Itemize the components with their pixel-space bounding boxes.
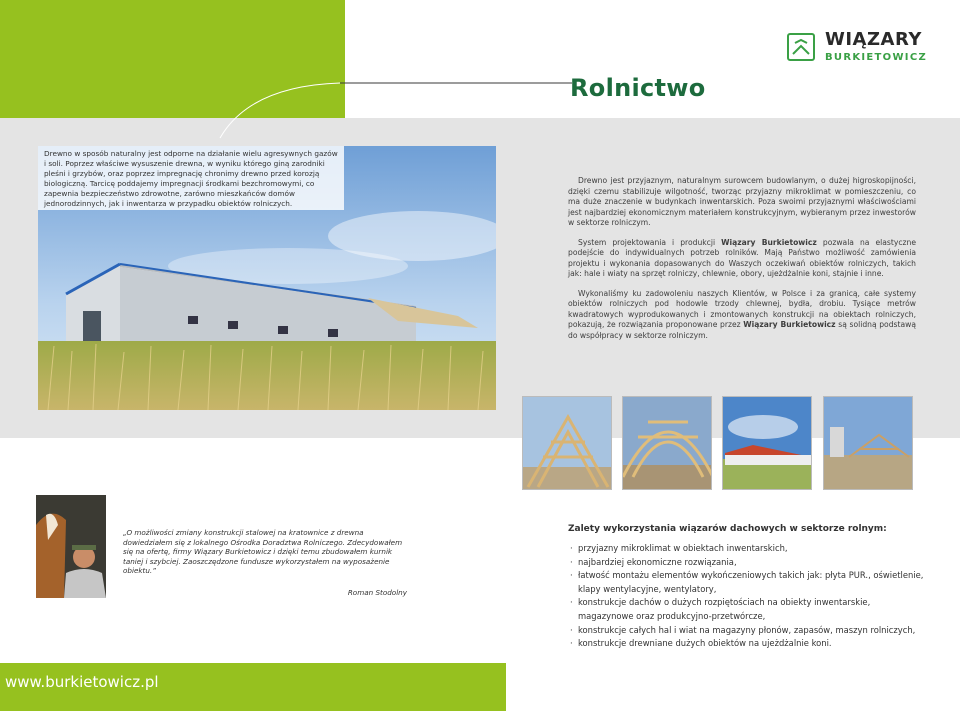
benefit-item: · przyjazny mikroklimat w obiektach inwentarskich, [568, 542, 928, 556]
body-text-span: Wykonaliśmy ku zadowoleniu naszych Klientów, w Polsce i za granicą, całe systemy obiektów rolniczych pod hodowle trzody chlewnej, bydła, drobiu. Tysiące metrów kwadratowych wyprodukowanych i zmontowanych konstrukcji na obiektach rolniczych, pokazują, że rozwiązania proponowane przez [568, 288, 916, 329]
body-paragraph-1: Drewno jest przyjaznym, naturalnym surowcem budowlanym, o dużej higroskopijności, dzięki czemu stabilizuje wilgotność, tworząc przyjazny mikroklimat w pomieszczeniu, co ma duże znaczenie w budynkach inwentarskich. Poza swoimi przyjaznymi właściwościami jest najbardziej ekonomicznym materiałem konstrukcyjnym, wybieranym przez inwestorów w sektorze rolniczym. [568, 176, 916, 227]
brand-name: Wiązary Burkietowicz [743, 320, 836, 329]
title-decoration-curve [210, 80, 580, 140]
body-paragraph-3 [568, 289, 916, 342]
brand-name: Wiązary Burkietowicz [721, 237, 817, 247]
benefit-item: · najbardziej ekonomiczne rozwiązania, [568, 556, 928, 570]
body-paragraph-2 [568, 238, 916, 280]
testimonial-author: Roman Stodolny [347, 587, 407, 597]
body-text [568, 176, 916, 350]
benefit-item: · konstrukcje całych hal i wiat na magazyny płonów, zapasów, maszyn rolniczych, [568, 624, 928, 638]
benefit-item: · konstrukcje dachów o dużych rozpiętościach na obiekty inwentarskie, magazynowe oraz produkcyjno-przetwórcze, [568, 596, 928, 623]
body-text-span: są solidną podstawą do współpracy w sektorze rolniczym. [568, 320, 916, 340]
body-text-span: pozwala na elastyczne podejście do indywidualnych potrzeb rolników. Mają Państwo możliwość zamówienia projektu i wykonania dopasowanych do Waszych oczekiwań obiektów rolniczych, takich jak: hale i wiaty na sprzęt rolniczy, chlewnie, obory, ujeżdżalnie koni, stajnie i inne. [568, 237, 917, 278]
thumbnail-truss-interior-1 [522, 396, 612, 490]
benefit-item: · łatwość montażu elementów wykończeniowych takich jak: płyta PUR., oświetlenie, klapy wentylacyjne, wentylatory, [568, 569, 928, 596]
thumbnail-truss-interior-2 [622, 396, 712, 490]
photo-caption: Drewno w sposób naturalny jest odporne na działanie wielu agresywnych gazów i soli. Poprzez właściwe wysuszenie drewna, w wyniku którego giną zarodniki pleśni i grzybów, oraz poprzez impregnację chronimy drewno przed korozją biologiczną. Tarcicę poddajemy impregnacji środkami bezchromowymi, co zapewnia bezpieczeństwo zdrowotne, zarówno mieszkańców domów jednorodzinnych, jak i inwentarza w przypadku obiektów rolniczych. [38, 146, 344, 210]
benefits-list [568, 524, 928, 651]
company-logo [787, 29, 928, 73]
page-title: Rolnictwo [570, 74, 706, 102]
thumbnail-construction-site [823, 396, 913, 490]
benefit-item: · konstrukcje drewniane dużych obiektów na ujeżdżalnie koni. [568, 637, 928, 651]
body-text-span: System projektowania i produkcji [578, 237, 722, 247]
testimonial [123, 528, 407, 597]
logo-mark-icon [787, 33, 815, 61]
thumbnail-farm-building [722, 396, 812, 490]
benefits-title: Zalety wykorzystania wiązarów dachowych w sektorze rolnym: [568, 524, 887, 534]
logo-text-secondary: BURKIETOWICZ [825, 52, 928, 63]
logo-text-primary: WIĄZARY [825, 29, 922, 50]
testimonial-text: „O możliwości zmiany konstrukcji stalowej na kratownice z drewna dowiedziałem się z lokalnego Ośrodka Doradztwa Rolniczego. Zdecydowałem się na ofertę, firmy Wiązary Burkietowicz i dzięki temu zbudowałem kurnik taniej i szybciej. Zaoszczędzone fundusze wykorzystałem na wyposażenie obiektu.” [123, 528, 403, 575]
customer-portrait [36, 495, 106, 598]
website-link[interactable]: www.burkietowicz.pl [5, 673, 159, 691]
